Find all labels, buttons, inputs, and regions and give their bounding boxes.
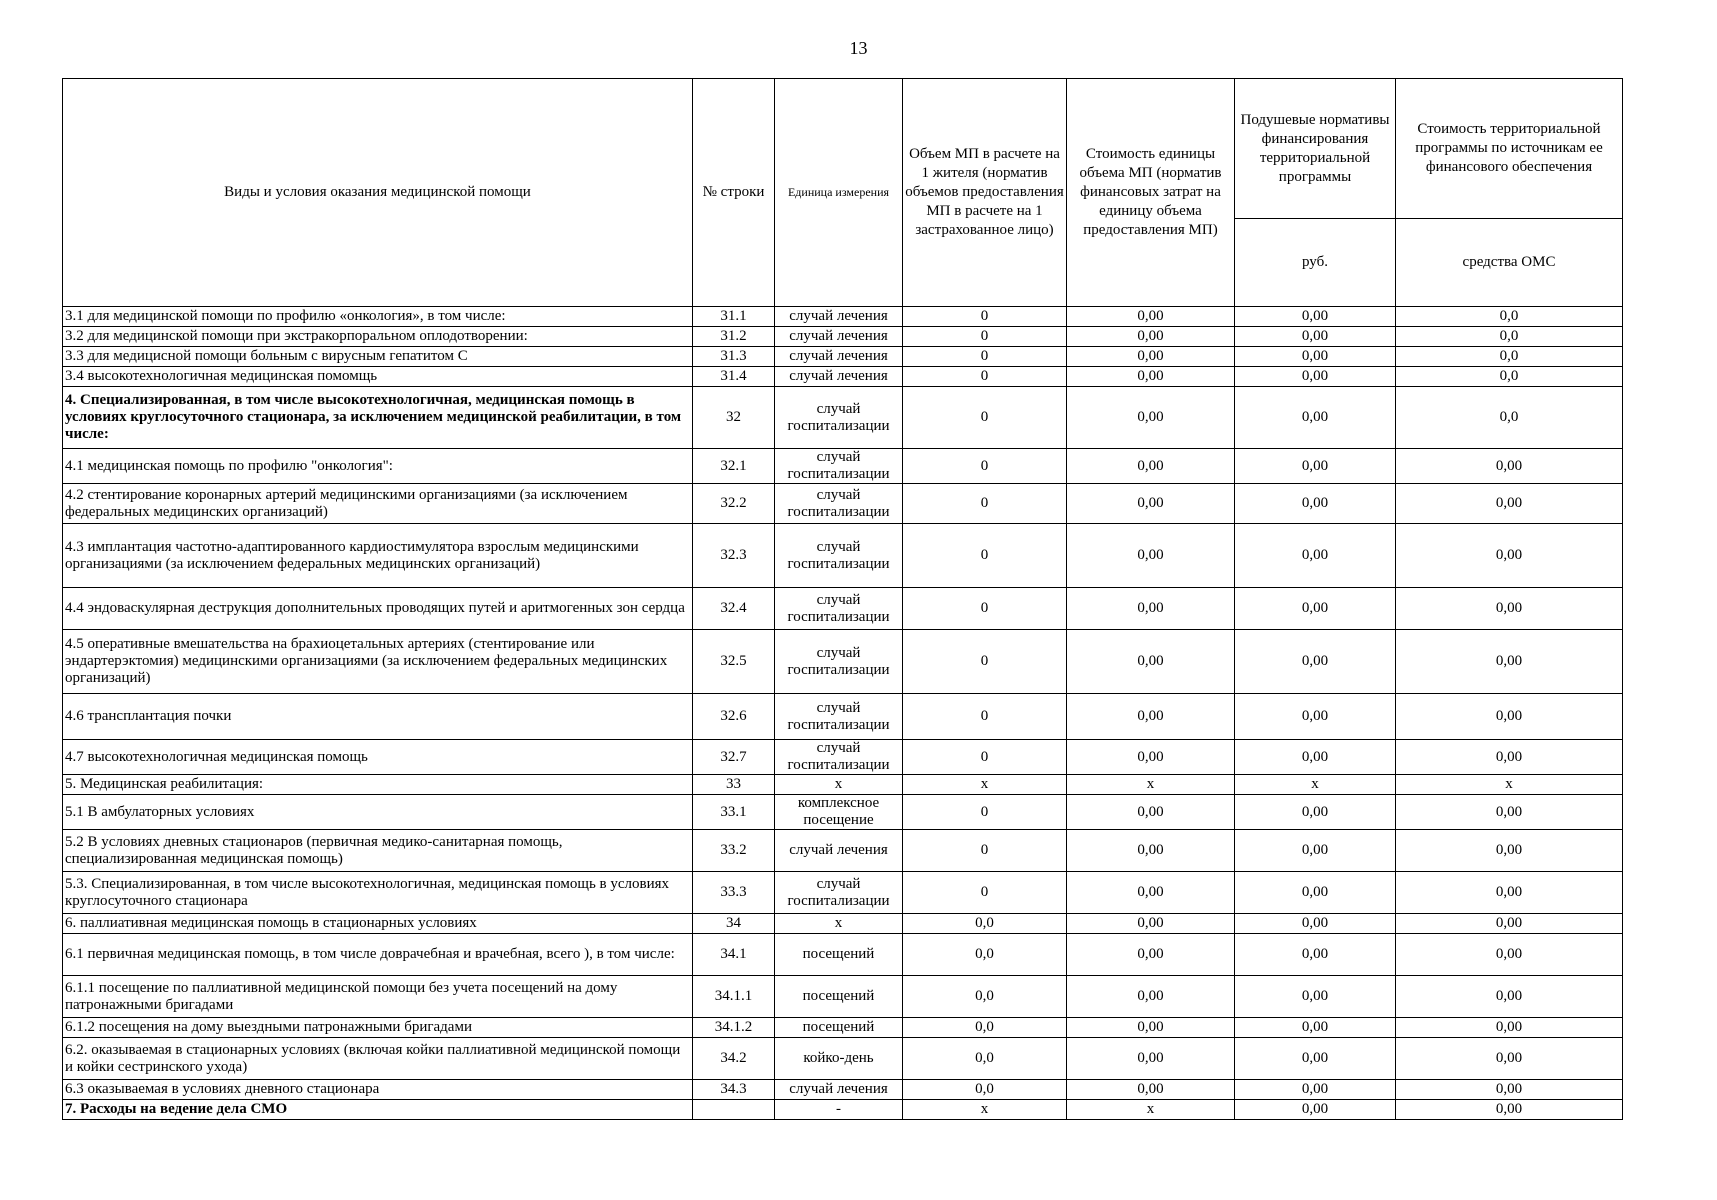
row-program-cost: 0,00 bbox=[1396, 630, 1623, 694]
row-number: 32.6 bbox=[693, 694, 775, 740]
row-unit-cost: 0,00 bbox=[1067, 327, 1235, 347]
row-unit: случай госпитализации bbox=[775, 484, 903, 524]
row-number: 31.2 bbox=[693, 327, 775, 347]
row-per-capita: 0,00 bbox=[1235, 449, 1396, 484]
row-unit-cost: 0,00 bbox=[1067, 524, 1235, 588]
row-program-cost: 0,00 bbox=[1396, 588, 1623, 630]
row-unit-cost: 0,00 bbox=[1067, 588, 1235, 630]
row-number: 32.4 bbox=[693, 588, 775, 630]
row-name: 3.4 высокотехнологичная медицинская помомщь bbox=[63, 367, 693, 387]
row-per-capita: 0,00 bbox=[1235, 327, 1396, 347]
row-unit-cost: 0,00 bbox=[1067, 367, 1235, 387]
row-number: 32 bbox=[693, 387, 775, 449]
row-unit: случай госпитализации bbox=[775, 588, 903, 630]
row-volume: 0,0 bbox=[903, 976, 1067, 1018]
row-unit: х bbox=[775, 775, 903, 795]
row-program-cost: 0,00 bbox=[1396, 524, 1623, 588]
row-number: 34.3 bbox=[693, 1080, 775, 1100]
row-per-capita: 0,00 bbox=[1235, 795, 1396, 830]
row-volume: 0 bbox=[903, 872, 1067, 914]
table-row bbox=[63, 1080, 1623, 1100]
row-name: 4.7 высокотехнологичная медицинская помощь bbox=[63, 740, 693, 775]
row-name: 3.2 для медицинской помощи при экстракорпоральном оплодотворении: bbox=[63, 327, 693, 347]
row-number: 34 bbox=[693, 914, 775, 934]
row-volume: 0,0 bbox=[903, 914, 1067, 934]
header-per-capita: Подушевые нормативы финансирования территориальной программы bbox=[1235, 79, 1396, 219]
row-per-capita: 0,00 bbox=[1235, 830, 1396, 872]
subheader-rub: руб. bbox=[1235, 219, 1396, 307]
row-volume: 0,0 bbox=[903, 934, 1067, 976]
row-name: 6.1.1 посещение по паллиативной медицинской помощи без учета посещений на дому патронажными бригадами bbox=[63, 976, 693, 1018]
row-program-cost: 0,0 bbox=[1396, 347, 1623, 367]
row-per-capita: 0,00 bbox=[1235, 347, 1396, 367]
row-unit-cost: 0,00 bbox=[1067, 1080, 1235, 1100]
row-number: 34.1.1 bbox=[693, 976, 775, 1018]
row-volume: 0 bbox=[903, 830, 1067, 872]
row-program-cost: 0,00 bbox=[1396, 872, 1623, 914]
row-unit: случай госпитализации bbox=[775, 449, 903, 484]
row-volume: 0,0 bbox=[903, 1018, 1067, 1038]
row-number: 34.1.2 bbox=[693, 1018, 775, 1038]
row-per-capita: 0,00 bbox=[1235, 934, 1396, 976]
row-unit-cost: 0,00 bbox=[1067, 484, 1235, 524]
header-name: Виды и условия оказания медицинской помощи bbox=[63, 79, 693, 307]
row-number: 34.1 bbox=[693, 934, 775, 976]
row-name: 4.5 оперативные вмешательства на брахиоцетальных артериях (стентирование или эндартерэктомия) медицинскими организациями (за исключением федеральных медицинских организаций) bbox=[63, 630, 693, 694]
row-name: 4.3 имплантация частотно-адаптированного кардиостимулятора взрослым медицинскими организациями (за исключением федеральных медицинских организаций) bbox=[63, 524, 693, 588]
row-program-cost: 0,00 bbox=[1396, 1080, 1623, 1100]
row-unit-cost: 0,00 bbox=[1067, 1018, 1235, 1038]
row-unit-cost: 0,00 bbox=[1067, 976, 1235, 1018]
row-unit-cost: 0,00 bbox=[1067, 694, 1235, 740]
row-per-capita: 0,00 bbox=[1235, 976, 1396, 1018]
row-number: 31.1 bbox=[693, 307, 775, 327]
table-row bbox=[63, 830, 1623, 872]
table-row bbox=[63, 1100, 1623, 1120]
row-per-capita: 0,00 bbox=[1235, 1018, 1396, 1038]
row-per-capita: 0,00 bbox=[1235, 914, 1396, 934]
row-unit-cost: 0,00 bbox=[1067, 740, 1235, 775]
row-per-capita: 0,00 bbox=[1235, 387, 1396, 449]
table-row bbox=[63, 740, 1623, 775]
table-row bbox=[63, 872, 1623, 914]
row-unit-cost: 0,00 bbox=[1067, 307, 1235, 327]
row-volume: х bbox=[903, 1100, 1067, 1120]
table-row bbox=[63, 1038, 1623, 1080]
row-volume: 0 bbox=[903, 740, 1067, 775]
row-per-capita: 0,00 bbox=[1235, 630, 1396, 694]
row-program-cost: 0,00 bbox=[1396, 1018, 1623, 1038]
row-program-cost: 0,0 bbox=[1396, 367, 1623, 387]
row-number: 33.3 bbox=[693, 872, 775, 914]
page-number: 13 bbox=[849, 38, 868, 58]
row-name: 5.2 В условиях дневных стационаров (первичная медико-санитарная помощь, специализированная медицинская помощь) bbox=[63, 830, 693, 872]
row-name: 4.2 стентирование коронарных артерий медицинскими организациями (за исключением федеральных медицинских организаций) bbox=[63, 484, 693, 524]
row-unit: комплексное посещение bbox=[775, 795, 903, 830]
row-name: 5.1 В амбулаторных условиях bbox=[63, 795, 693, 830]
row-name: 5. Медицинская реабилитация: bbox=[63, 775, 693, 795]
header-program-cost: Стоимость территориальной программы по источникам ее финансового обеспечения bbox=[1396, 79, 1623, 219]
header-unit: Единица измерения bbox=[775, 79, 903, 307]
row-name: 4.4 эндоваскулярная деструкция дополнительных проводящих путей и аритмогенных зон сердца bbox=[63, 588, 693, 630]
row-unit: случай госпитализации bbox=[775, 630, 903, 694]
row-per-capita: 0,00 bbox=[1235, 484, 1396, 524]
row-unit: случай госпитализации bbox=[775, 694, 903, 740]
row-name: 3.3 для медицисной помощи больным с вирусным гепатитом С bbox=[63, 347, 693, 367]
row-program-cost: 0,0 bbox=[1396, 387, 1623, 449]
table-body bbox=[63, 307, 1623, 1120]
table-row bbox=[63, 775, 1623, 795]
row-program-cost: 0,00 bbox=[1396, 795, 1623, 830]
row-program-cost: 0,00 bbox=[1396, 449, 1623, 484]
table-row bbox=[63, 347, 1623, 367]
row-name: 6. паллиативная медицинская помощь в стационарных условиях bbox=[63, 914, 693, 934]
row-per-capita: 0,00 bbox=[1235, 872, 1396, 914]
row-unit-cost: 0,00 bbox=[1067, 387, 1235, 449]
row-unit-cost: 0,00 bbox=[1067, 914, 1235, 934]
row-volume: 0 bbox=[903, 347, 1067, 367]
row-unit: посещений bbox=[775, 976, 903, 1018]
row-name: 4. Специализированная, в том числе высокотехнологичная, медицинская помощь в условиях круглосуточного стационара, за исключением медицинской реабилитации, в том числе: bbox=[63, 387, 693, 449]
row-unit: случай лечения bbox=[775, 347, 903, 367]
row-unit: случай лечения bbox=[775, 327, 903, 347]
row-volume: 0 bbox=[903, 524, 1067, 588]
row-program-cost: 0,00 bbox=[1396, 740, 1623, 775]
row-program-cost: 0,00 bbox=[1396, 484, 1623, 524]
header-volume: Объем МП в расчете на 1 жителя (норматив объемов предоставления МП в расчете на 1 застрахованное лицо) bbox=[903, 79, 1067, 307]
row-per-capita: 0,00 bbox=[1235, 307, 1396, 327]
row-number bbox=[693, 1100, 775, 1120]
table-row bbox=[63, 976, 1623, 1018]
row-name: 4.1 медицинская помощь по профилю "онкология": bbox=[63, 449, 693, 484]
row-unit-cost: 0,00 bbox=[1067, 830, 1235, 872]
row-volume: 0 bbox=[903, 484, 1067, 524]
row-unit: случай госпитализации bbox=[775, 740, 903, 775]
row-per-capita: 0,00 bbox=[1235, 1038, 1396, 1080]
row-per-capita: 0,00 bbox=[1235, 1100, 1396, 1120]
row-number: 31.3 bbox=[693, 347, 775, 367]
row-unit: случай лечения bbox=[775, 307, 903, 327]
row-volume: 0 bbox=[903, 630, 1067, 694]
row-name: 6.1 первичная медицинская помощь, в том числе доврачебная и врачебная, всего ), в том числе: bbox=[63, 934, 693, 976]
table-row bbox=[63, 630, 1623, 694]
row-unit-cost: 0,00 bbox=[1067, 872, 1235, 914]
row-program-cost: 0,00 bbox=[1396, 934, 1623, 976]
row-unit-cost: х bbox=[1067, 775, 1235, 795]
header-unit-cost: Стоимость единицы объема МП (норматив финансовых затрат на единицу объема предоставления МП) bbox=[1067, 79, 1235, 307]
row-number: 31.4 bbox=[693, 367, 775, 387]
table-row bbox=[63, 327, 1623, 347]
row-volume: 0 bbox=[903, 367, 1067, 387]
row-number: 32.5 bbox=[693, 630, 775, 694]
financing-table bbox=[62, 78, 1623, 1120]
row-name: 4.6 трансплантация почки bbox=[63, 694, 693, 740]
table-row bbox=[63, 387, 1623, 449]
row-number: 32.2 bbox=[693, 484, 775, 524]
row-number: 33.1 bbox=[693, 795, 775, 830]
row-per-capita: 0,00 bbox=[1235, 1080, 1396, 1100]
row-program-cost: 0,0 bbox=[1396, 327, 1623, 347]
table-row bbox=[63, 484, 1623, 524]
row-volume: 0 bbox=[903, 387, 1067, 449]
row-name: 6.2. оказываемая в стационарных условиях (включая койки паллиативной медицинской помощи и койки сестринского ухода) bbox=[63, 1038, 693, 1080]
row-unit-cost: 0,00 bbox=[1067, 347, 1235, 367]
row-volume: 0 bbox=[903, 307, 1067, 327]
table-row bbox=[63, 1018, 1623, 1038]
row-volume: 0 bbox=[903, 327, 1067, 347]
row-program-cost: 0,0 bbox=[1396, 307, 1623, 327]
row-name: 6.1.2 посещения на дому выездными патронажными бригадами bbox=[63, 1018, 693, 1038]
table-header bbox=[63, 79, 1623, 307]
row-unit-cost: 0,00 bbox=[1067, 630, 1235, 694]
table-row bbox=[63, 795, 1623, 830]
row-per-capita: 0,00 bbox=[1235, 588, 1396, 630]
row-unit: койко-день bbox=[775, 1038, 903, 1080]
row-volume: 0,0 bbox=[903, 1038, 1067, 1080]
row-unit: случай лечения bbox=[775, 367, 903, 387]
table-row bbox=[63, 367, 1623, 387]
row-unit-cost: 0,00 bbox=[1067, 934, 1235, 976]
row-volume: 0 bbox=[903, 795, 1067, 830]
row-unit: случай лечения bbox=[775, 830, 903, 872]
row-number: 33 bbox=[693, 775, 775, 795]
row-volume: х bbox=[903, 775, 1067, 795]
row-program-cost: х bbox=[1396, 775, 1623, 795]
row-unit: случай госпитализации bbox=[775, 524, 903, 588]
table-row bbox=[63, 524, 1623, 588]
subheader-oms: средства ОМС bbox=[1396, 219, 1623, 307]
table-row bbox=[63, 934, 1623, 976]
table-row bbox=[63, 694, 1623, 740]
row-unit: случай госпитализации bbox=[775, 387, 903, 449]
row-program-cost: 0,00 bbox=[1396, 914, 1623, 934]
table-row bbox=[63, 307, 1623, 327]
row-unit-cost: 0,00 bbox=[1067, 449, 1235, 484]
row-program-cost: 0,00 bbox=[1396, 1038, 1623, 1080]
row-name: 5.3. Специализированная, в том числе высокотехнологичная, медицинская помощь в условиях круглосуточного стационара bbox=[63, 872, 693, 914]
table-row bbox=[63, 588, 1623, 630]
row-per-capita: 0,00 bbox=[1235, 740, 1396, 775]
row-volume: 0 bbox=[903, 694, 1067, 740]
row-unit: посещений bbox=[775, 934, 903, 976]
table-row bbox=[63, 449, 1623, 484]
row-volume: 0 bbox=[903, 449, 1067, 484]
row-number: 32.7 bbox=[693, 740, 775, 775]
row-number: 33.2 bbox=[693, 830, 775, 872]
row-unit-cost: 0,00 bbox=[1067, 795, 1235, 830]
row-unit-cost: х bbox=[1067, 1100, 1235, 1120]
row-unit: посещений bbox=[775, 1018, 903, 1038]
row-number: 32.1 bbox=[693, 449, 775, 484]
row-per-capita: 0,00 bbox=[1235, 524, 1396, 588]
row-program-cost: 0,00 bbox=[1396, 976, 1623, 1018]
row-per-capita: х bbox=[1235, 775, 1396, 795]
header-row-number: № строки bbox=[693, 79, 775, 307]
row-number: 32.3 bbox=[693, 524, 775, 588]
row-name: 7. Расходы на ведение дела СМО bbox=[63, 1100, 693, 1120]
row-per-capita: 0,00 bbox=[1235, 367, 1396, 387]
row-program-cost: 0,00 bbox=[1396, 694, 1623, 740]
row-unit-cost: 0,00 bbox=[1067, 1038, 1235, 1080]
row-per-capita: 0,00 bbox=[1235, 694, 1396, 740]
row-program-cost: 0,00 bbox=[1396, 830, 1623, 872]
row-unit: случай госпитализации bbox=[775, 872, 903, 914]
table-row bbox=[63, 914, 1623, 934]
row-unit: - bbox=[775, 1100, 903, 1120]
row-unit: случай лечения bbox=[775, 1080, 903, 1100]
row-unit: х bbox=[775, 914, 903, 934]
row-volume: 0 bbox=[903, 588, 1067, 630]
row-number: 34.2 bbox=[693, 1038, 775, 1080]
row-name: 3.1 для медицинской помощи по профилю «онкология», в том числе: bbox=[63, 307, 693, 327]
row-name: 6.3 оказываемая в условиях дневного стационара bbox=[63, 1080, 693, 1100]
row-volume: 0,0 bbox=[903, 1080, 1067, 1100]
row-program-cost: 0,00 bbox=[1396, 1100, 1623, 1120]
